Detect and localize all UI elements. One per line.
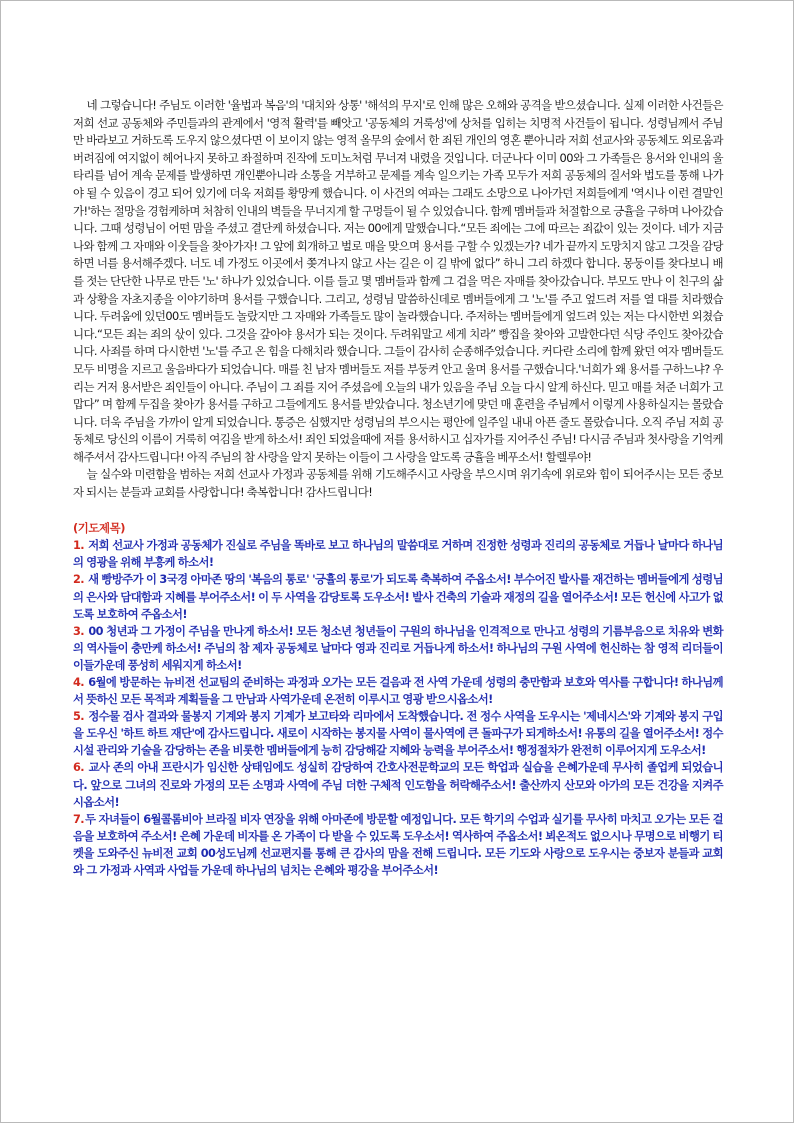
- prayer-item: [73, 759, 723, 810]
- prayer-item: [73, 623, 723, 674]
- body-paragraph-1: 네 그렇습니다! 주님도 이러한 '율법과 복음'의 '대치와 상통' '해석의 무지'로 인해 많은 오해와 공격을 받으셨습니다. 실제 이러한 사건들은 저희 선교 공동체와 주민들과의 관계에서 '영적 활력'를 빼앗고 '공동체의 거룩성'에 상처를 입히는 치명적 사건들이 됩니다. 성령님께서 주님만 바라보고 거하도록 도우지 않으셨다면 이 보이지 않는 영적 올무의 숲에서 한 죄된 개인의 영혼 뿐아니라 저희 선교사와 공동체도 외로움과 버려짐에 여지없이 헤어나지 못하고 좌절하며 진작에 도미노처럼 무너져 내렸을 것입니다. 더군나다 이미 00와 그 가족들은 용서와 인내의 울타리를 넘어 계속 문제를 발생하면 개인뿐아니라 소통을 거부하고 문제를 계속 일으키는 가족 모두가 저희 공동체의 질서와 법도를 통해 나가야 될 수 있음이 경고 되어 있기에 더욱 저희를 황망케 했습니다. 이 사건의 여파는 그래도 소망으로 나아가던 저희들에게 '역시나 이런 결말인가!'하는 절망을 경험케하며 처참히 인내의 벽들을 무너지게 할 구멍들이 될 수 있었습니다. 함께 멤버들과 처절함으로 긍휼을 구하며 나아갔습니다. 그때 성령님이 어떤 맘을 주셨고 결단케 하셨습니다. 저는 00에게 말했습니다.“모든 죄에는 그에 따르는 죄값이 있는 것이다. 네가 지금 나와 함께 그 자매와 이웃들을 찾아가자! 그 앞에 회개하고 벌로 매을 맞으며 용서를 구할 수 있겠는가? 네가 끝까지 도망치지 않고 그것을 감당하면 너를 용서해주겠다. 너도 네 가정도 이곳에서 쫒겨나지 않고 사는 길은 이 길 밖에 없다” 하니 그리 하겠다 합니다. 몽둥이를 찾다보니 배를 젓는 단단한 나무로 만든 '노' 하나가 있었습니다. 이를 들고 몇 멤버들과 함께 그 겁을 먹은 자매를 찾아갔습니다. 부모도 만나 이 친구의 삶과 상황을 자초지종을 이야기하며 용서를 구했습니다. 그리고, 성령님 말씀하신데로 멤버들에게 그 '노'를 주고 엎드려 저를 열 대를 치라했습니다. 두려움에 있던00도 멤버들도 놀랐지만 그 자매와 가족들도 많이 놀라했습니다. 주저하는 멤버들에게 엎드려 있는 저는 다시한번 외쳤습니다.“모든 죄는 죄의 삯이 있다. 그것을 갚아야 용서가 되는 것이다. 두려워말고 세게 치라” 빵집을 찾아와 고발한다던 식당 주인도 찾아갔습니다. 사죄를 하며 다시한번 '노'를 주고 온 힘을 다해치라 했습니다. 그들이 감사히 순종해주었습니다. 커다란 소리에 함께 왔던 여자 멤버들도 모두 비명을 지르고 울음바다가 되었습니다. 매를 친 남자 멤버들도 저를 부둥켜 안고 울며 용서를 구했습니다.'너희가 왜 용서를 구하느냐? 우리는 거저 용서받은 죄인들이 아니다. 주님이 그 죄를 지어 주셨음에 오늘의 내가 있음을 주님 오늘 다시 알게 하신다. 믿고 매를 쳐준 너희가 고맙다” 며 함께 두집을 찾아가 용서를 구하고 그들에게도 용서를 받았습니다. 청소년기에 맞던 매 훈련을 주님께서 이렇게 사용하실지는 몰랐습니다. 더욱 주님을 가까이 알게 되었습니다. 통증은 심했지만 성령님의 부으시는 평안에 일주일 내내 아픈 줄도 몰랐습니다. 오직 주님 저희 공동체로 당신의 이름이 거룩히 여김을 받게 하소서! 죄인 되었을때에 저를 용서하시고 십자가를 지어주신 주님! 다시금 주님과 첫사랑을 기억케 해주셔서 감사드립니다! 아직 주님의 참 사랑을 알지 못하는 이들이 그 사랑을 알도록 긍휼을 베푸소서! 할렐루야!: [73, 98, 723, 464]
- prayer-item: [73, 708, 723, 759]
- prayer-item-number: 1.: [73, 539, 85, 553]
- prayer-item: [73, 571, 723, 622]
- prayer-item-text: 정수물 검사 결과와 물봉지 기계와 봉지 기계가 보고타와 리마에서 도착했습니다. 전 정수 사역을 도우시는 '제네시스'와 기계와 봉지 구입을 도우신 '하트 하트 재단'에 감사드립니다. 새로이 시작하는 봉지물 사역이 물사역에 큰 돌파구가 되게하소서! 유통의 길을 열어주소서! 정수 시설 관리와 기술을 감당하는 존을 비롯한 멤버들에게 능히 감당해갈 지혜와 능력을 부어주소서! 행정절차가 완전히 이루어지게 도우소서!: [73, 710, 723, 758]
- prayer-item: [73, 811, 723, 879]
- prayer-item-text: 새 빵방주가 이 3국경 아마존 땅의 '복음의 통로' '긍휼의 통로'가 되도록 축복하여 주옵소서! 부수어진 발사를 재건하는 멤버들에게 성령님의 은사와 담대함과 지혜를 부어주소서! 이 두 사역을 감당토록 도우소서! 발사 건축의 기술과 재정의 길을 열어주소서! 모든 헌신에 사고가 없도록 보호하여 주옵소서!: [73, 573, 723, 621]
- prayer-item-text: 6월에 방문하는 뉴비전 선교팀의 준비하는 과정과 오가는 모든 걸음과 전 사역 가운데 성령의 충만함과 보호와 역사를 구합니다! 하나님께서 뜻하신 모든 목적과 계획들을 그 만남과 사역가운데 온전히 이루시고 영광 받으시옵소서!: [73, 676, 723, 707]
- body-paragraph-2: 늘 실수와 미련함을 범하는 저희 선교사 가정과 공동체를 위해 기도해주시고 사랑을 부으시며 위기속에 위로와 힘이 되어주시는 모든 중보자 되시는 분들과 교회를 사랑합니다! 축복합니다! 감사드립니다!: [73, 467, 723, 500]
- letter-content: [73, 97, 723, 879]
- prayer-item-number: 2.: [73, 573, 85, 587]
- prayer-list: [73, 537, 723, 879]
- prayer-item-text: 교사 존의 아내 프란시가 임신한 상태임에도 성실히 감당하여 간호사전문학교의 모든 학업과 실습을 은혜가운데 무사히 졸업케 되었습니다. 앞으로 그녀의 진로와 가정의 모든 소명과 사역에 주님 더한 구체적 인도함을 허락해주소서! 출산까지 산모와 아가의 모든 건강을 지켜주시옵소서!: [73, 761, 723, 809]
- prayer-item-text: 두 자녀들이 6월콜롬비아 브라질 비자 연장을 위해 아마존에 방문할 예정입니다. 모든 학기의 수업과 실기를 무사히 마치고 오가는 모든 걸음을 보호하여 주소서! 은혜 가운데 비자를 온 가족이 다 받을 수 있도록 도우소서! 역사하여 주옵소서! 뵈온적도 없으시나 무명으로 비행기 티켓을 도와주신 뉴비전 교회 00성도님께 선교편지를 통해 큰 감사의 맘을 전해 드립니다. 모든 기도와 사랑으로 도우시는 중보자 분들과 교회와 그 가정과 사역과 사업들 가운데 하나님의 넘치는 은혜와 평강을 부어주소서!: [73, 812, 723, 878]
- prayer-item: [73, 674, 723, 708]
- prayer-item: [73, 537, 723, 571]
- prayer-item-number: 7.: [73, 812, 85, 826]
- prayer-item-text: 저희 선교사 가정과 공동체가 진실로 주님을 똑바로 보고 하나님의 말씀대로 거하며 진정한 성령과 진리의 공동체로 거듭나 날마다 하나님의 영광을 위해 부흥케 하소서!: [73, 539, 723, 570]
- prayer-topics-heading: (기도제목): [73, 520, 126, 535]
- prayer-item-number: 3.: [73, 624, 85, 638]
- prayer-item-number: 6.: [73, 761, 85, 775]
- prayer-item-number: 5.: [73, 710, 85, 724]
- prayer-item-number: 4.: [73, 676, 85, 689]
- prayer-item-text: 00 청년과 그 가정이 주님을 만나게 하소서! 모든 청소년 청년들이 구원의 하나님을 인격적으로 만나고 성령의 기름부음으로 치유와 변화의 역사들이 충만케 하소서! 주님의 참 제자 공동체로 날마다 영과 진리로 거듭나게 하소서! 하나님의 구원 사역에 헌신하는 참 영적 리더들이 이들가운데 풍성히 세워지게 하소서!: [73, 624, 723, 672]
